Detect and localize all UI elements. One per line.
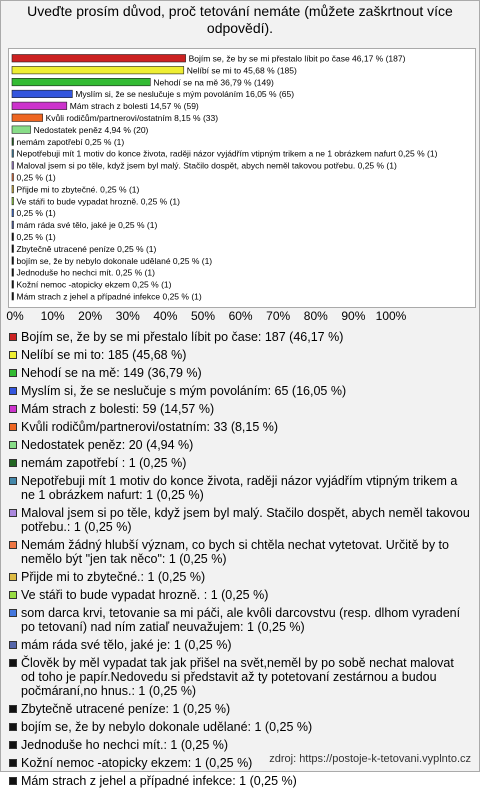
x-tick-label: 40% <box>153 309 178 323</box>
bar-6 <box>12 114 43 122</box>
bar-8 <box>12 138 14 146</box>
bar-4 <box>12 90 72 98</box>
legend-label: Mám strach z jehel a případné infekce: 1 (0,25 %) <box>21 774 297 788</box>
legend-label: Nehodí se na mě: 149 (36,79 %) <box>21 366 202 380</box>
legend-swatch <box>9 405 17 413</box>
legend-label: bojím se, že by nebylo dokonale udělané: 1 (0,25 %) <box>21 720 313 734</box>
x-tick-label: 30% <box>115 309 140 323</box>
legend-label: Maloval jsem si po těle, když jsem byl malý. Stačilo dospět, abych neměl takovou potřebu.: 1 (0,25 %) <box>21 506 470 534</box>
x-tick-label: 90% <box>341 309 366 323</box>
legend-swatch <box>9 609 17 617</box>
x-tick-label: 10% <box>40 309 65 323</box>
bar-label-8: nemám zapotřebí 0,25 % (1) <box>16 136 125 147</box>
bar-20 <box>12 281 14 289</box>
bar-label-5: Mám strach z bolesti 14,57 % (59) <box>69 101 199 112</box>
legend-label: Jednoduše ho nechci mít.: 1 (0,25 %) <box>21 738 229 752</box>
bar-label-11: 0,25 % (1) <box>16 172 56 183</box>
legend-label: Kvůli rodičům/partnerovi/ostatním: 33 (8,15 %) <box>21 420 279 434</box>
legend-swatch <box>9 423 17 431</box>
bar-label-1: Bojím se, že by se mi přestalo líbit po čase 46,17 % (187) <box>188 53 406 64</box>
x-axis <box>1 306 480 326</box>
bar-label-6: Kvůli rodičům/partnerovi/ostatním 8,15 % (33) <box>45 113 219 123</box>
legend-label: Nedostatek peněz: 20 (4,94 %) <box>21 438 194 452</box>
bar-3 <box>12 78 150 86</box>
bar-10 <box>12 162 14 170</box>
legend-swatch <box>9 573 17 581</box>
bar-label-20: Kožní nemoc -atopicky ekzem 0,25 % (1) <box>16 279 172 290</box>
chart-title: Uveďte prosím důvod, proč tetování nemáte (můžete zaškrtnout více odpovědí). <box>27 3 453 36</box>
bar-9 <box>12 150 14 158</box>
bar-label-3: Nehodí se na mě 36,79 % (149) <box>153 77 274 88</box>
x-tick-label: 70% <box>266 309 291 323</box>
legend-swatch <box>9 705 17 713</box>
bar-15 <box>12 221 14 229</box>
bar-label-2: Nelíbí se mi to 45,68 % (185) <box>186 65 297 76</box>
bar-14 <box>12 209 14 217</box>
x-tick-label: 20% <box>78 309 103 323</box>
bar-label-9: Nepotřebuji mít 1 motiv do konce života, raději názor vyjádřím vtipným trikem a ne 1 obrázkem nafurt 0,25 % (1) <box>16 148 438 159</box>
x-tick-label: 80% <box>303 309 328 323</box>
legend-label: som darca krvi, tetovanie sa mi páči, ale kvôli darcovstvu (resp. dlhom vyradení po tetovaní) nad ním zatiaľ neuvažujem: 1 (0,25 %) <box>21 606 461 634</box>
legend-label: Mám strach z bolesti: 59 (14,57 %) <box>21 402 215 416</box>
legend-label: nemám zapotřebí : 1 (0,25 %) <box>21 456 187 470</box>
legend-label: mám ráda své tělo, jaké je: 1 (0,25 %) <box>21 638 232 652</box>
bar-label-21: Mám strach z jehel a případné infekce 0,25 % (1) <box>16 291 202 302</box>
legend-label: Nemám žádný hlubší význam, co bych si chtěla nechat vytetovat. Určitě by to nemělo být "jen tak něco": 1 (0,25 %) <box>21 538 449 566</box>
legend-swatch <box>9 741 17 749</box>
bar-label-12: Přijde mi to zbytečné. 0,25 % (1) <box>16 184 140 195</box>
legend-label: Bojím se, že by se mi přestalo líbit po čase: 187 (46,17 %) <box>21 330 344 344</box>
bar-7 <box>12 126 31 133</box>
bar-label-13: Ve stáři to bude vypadat hrozně. 0,25 % (1) <box>16 196 180 207</box>
legend-label: Myslím si, že se neslučuje s mým povoláním: 65 (16,05 %) <box>21 384 347 398</box>
legend-swatch <box>9 351 17 359</box>
legend-swatch <box>9 723 17 731</box>
legend-label: Přijde mi to zbytečné.: 1 (0,25 %) <box>21 570 206 584</box>
legend-swatch <box>9 369 17 377</box>
legend-swatch <box>9 333 17 341</box>
x-tick-label: 60% <box>228 309 253 323</box>
bar-1 <box>12 55 186 63</box>
bar-13 <box>12 197 14 205</box>
bar-label-16: 0,25 % (1) <box>16 232 56 242</box>
legend-label: Kožní nemoc -atopicky ekzem: 1 (0,25 %) <box>21 756 253 770</box>
bar-18 <box>12 257 14 265</box>
bar-label-18: bojím se, že by nebylo dokonale udělané 0,25 % (1) <box>16 255 213 266</box>
bar-label-7: Nedostatek peněz 4,94 % (20) <box>33 124 149 135</box>
legend-swatch <box>9 541 17 549</box>
legend-label: Nepotřebuji mít 1 motiv do konce života, raději názor vyjádřím vtipným trikem a ne 1 obrázkem nafurt: 1 (0,25 %) <box>21 474 458 502</box>
legend-swatch <box>9 477 17 485</box>
bar-label-19: Jednoduše ho nechci mít. 0,25 % (1) <box>16 267 155 278</box>
bar-19 <box>12 269 14 277</box>
bar-chart-svg <box>9 49 475 307</box>
bar-label-10: Maloval jsem si po těle, když jsem byl malý. Stačilo dospět, abych neměl takovou potřebu. 0,25 % (1) <box>16 160 397 171</box>
x-tick-label: 50% <box>190 309 216 323</box>
bar-5 <box>12 102 67 110</box>
x-tick-label: 100% <box>375 309 407 323</box>
bar-label-14: 0,25 % (1) <box>16 208 56 219</box>
x-tick-label: 0% <box>6 309 24 323</box>
legend-swatch <box>9 659 17 667</box>
bar-21 <box>12 293 14 301</box>
plot-area <box>8 48 476 308</box>
bar-11 <box>12 174 14 182</box>
legend-swatch <box>9 509 17 517</box>
legend-swatch <box>9 777 17 785</box>
bar-17 <box>12 245 14 253</box>
bar-12 <box>12 185 14 193</box>
legend-label: Nelíbí se mi to: 185 (45,68 %) <box>21 348 187 362</box>
bar-label-17: Zbytečně utracené peníze 0,25 % (1) <box>16 243 157 254</box>
bar-label-15: mám ráda své tělo, jaké je 0,25 % (1) <box>16 220 158 231</box>
bar-2 <box>12 66 184 74</box>
legend-swatch <box>9 441 17 449</box>
legend-swatch <box>9 641 17 649</box>
legend-swatch <box>9 387 17 395</box>
legend-label: Člověk by měl vypadat tak jak přišel na svět,neměl by po sobě nechat malovat od toho je papír.Nedovedu si představit až ty potetovaní zestárnou a budou počmáraní,no hnus.: 1 (0,25 %) <box>21 656 454 698</box>
bar-16 <box>12 233 14 241</box>
bar-label-4: Myslím si, že se neslučuje s mým povoláním 16,05 % (65) <box>75 89 295 100</box>
legend-label: Ve stáři to bude vypadat hrozně. : 1 (0,25 %) <box>21 588 269 602</box>
legend-swatch <box>9 591 17 599</box>
legend-swatch <box>9 459 17 467</box>
legend-label: Zbytečně utracené peníze: 1 (0,25 %) <box>21 702 231 716</box>
legend-swatch <box>9 759 17 767</box>
source-note: zdroj: https://postoje-k-tetovani.vyplnto.cz <box>269 753 471 765</box>
